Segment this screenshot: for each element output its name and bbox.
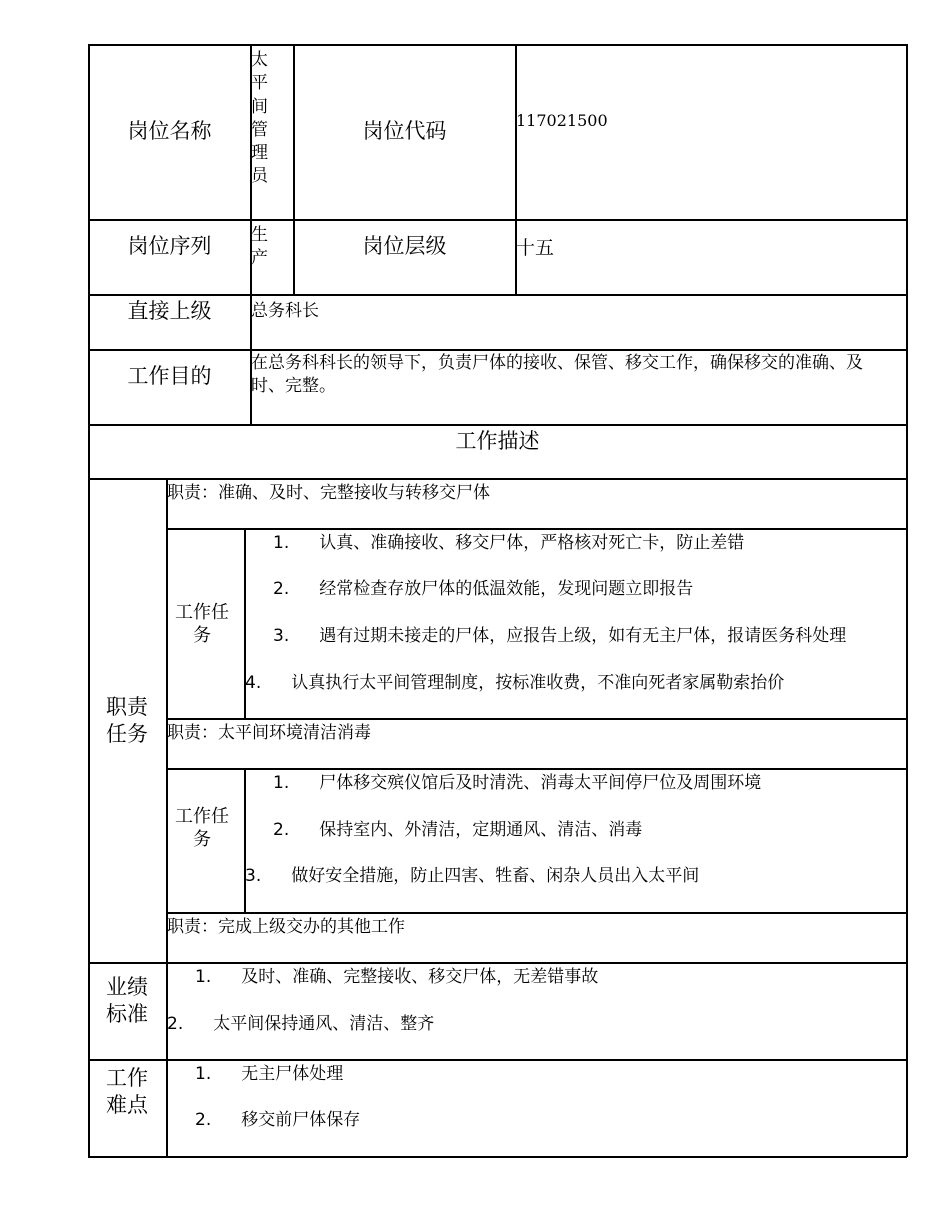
task-number: 1. <box>273 773 290 793</box>
task-text: 认真、准确接收、移交尸体，严格核对死亡卡，防止差错 <box>319 533 745 553</box>
task-number: 4. <box>245 673 262 693</box>
item-number: 2. <box>195 1110 212 1130</box>
task-item <box>273 625 846 648</box>
post-code-value: 117021500 <box>516 111 608 130</box>
task-item <box>273 819 642 842</box>
item-number: 1. <box>195 1064 212 1084</box>
difficulty-item <box>195 1109 360 1132</box>
task-text: 尸体移交殡仪馆后及时清洗、消毒太平间停尸位及周围环境 <box>319 773 762 793</box>
post-name-value: 太平间管理员 <box>251 50 268 187</box>
border <box>88 962 907 964</box>
duties-label: 职责任务 <box>106 694 148 746</box>
border <box>906 44 908 1157</box>
item-text: 太平间保持通风、清洁、整齐 <box>213 1014 435 1034</box>
border <box>166 528 907 530</box>
task-label: 工作任务 <box>175 806 229 851</box>
border <box>166 478 168 1157</box>
task-number: 1. <box>273 533 290 553</box>
border <box>166 718 907 720</box>
task-item <box>273 532 744 555</box>
duty-title: 职责：准确、及时、完整接收与转移交尸体 <box>167 483 490 503</box>
task-item <box>245 865 699 888</box>
difficulty-label: 工作难点 <box>106 1065 148 1117</box>
task-text: 遇有过期未接走的尸体，应报告上级，如有无主尸体，报请医务科处理 <box>319 626 847 646</box>
post-name-label: 岗位名称 <box>127 119 212 144</box>
description-title: 工作描述 <box>455 429 540 454</box>
post-level-value: 十五 <box>516 237 555 259</box>
duty-title: 职责：太平间环境清洁消毒 <box>167 723 371 743</box>
task-text: 经常检查存放尸体的低温效能，发现问题立即报告 <box>319 579 694 599</box>
item-number: 2. <box>167 1014 184 1034</box>
purpose-value: 在总务科科长的领导下，负责尸体的接收、保管、移交工作，确保移交的准确、及时、完整。 <box>251 353 863 396</box>
item-number: 1. <box>195 967 212 987</box>
item-text: 无主尸体处理 <box>241 1064 344 1084</box>
border <box>166 912 907 914</box>
task-item <box>273 772 761 795</box>
superior-label: 直接上级 <box>127 299 212 324</box>
border <box>244 768 246 913</box>
purpose-label: 工作目的 <box>127 364 212 389</box>
item-text: 及时、准确、完整接收、移交尸体，无差错事故 <box>241 967 599 987</box>
task-item <box>273 578 693 601</box>
border <box>88 1059 907 1061</box>
task-text: 做好安全措施，防止四害、牲畜、闲杂人员出入太平间 <box>291 866 700 886</box>
duty-title: 职责：完成上级交办的其他工作 <box>167 917 405 937</box>
task-number: 2. <box>273 579 290 599</box>
task-number: 2. <box>273 820 290 840</box>
difficulty-item <box>195 1063 343 1086</box>
post-code-label: 岗位代码 <box>362 119 447 144</box>
superior-value: 总务科长 <box>251 301 319 321</box>
border <box>166 768 907 770</box>
performance-item <box>167 1013 434 1036</box>
post-series-label: 岗位序列 <box>127 234 212 259</box>
task-number: 3. <box>245 866 262 886</box>
post-level-label: 岗位层级 <box>362 234 447 259</box>
task-number: 3. <box>273 626 290 646</box>
border <box>88 478 907 480</box>
performance-label: 业绩标准 <box>106 974 148 1026</box>
task-label: 工作任务 <box>175 601 229 646</box>
performance-item <box>195 966 598 989</box>
post-series-value: 生产 <box>251 225 268 269</box>
item-text: 移交前尸体保存 <box>241 1110 361 1130</box>
task-item <box>245 672 784 695</box>
task-text: 保持室内、外清洁，定期通风、清洁、消毒 <box>319 820 643 840</box>
task-text: 认真执行太平间管理制度，按标准收费，不准向死者家属勒索抬价 <box>291 673 785 693</box>
border <box>88 1156 907 1158</box>
